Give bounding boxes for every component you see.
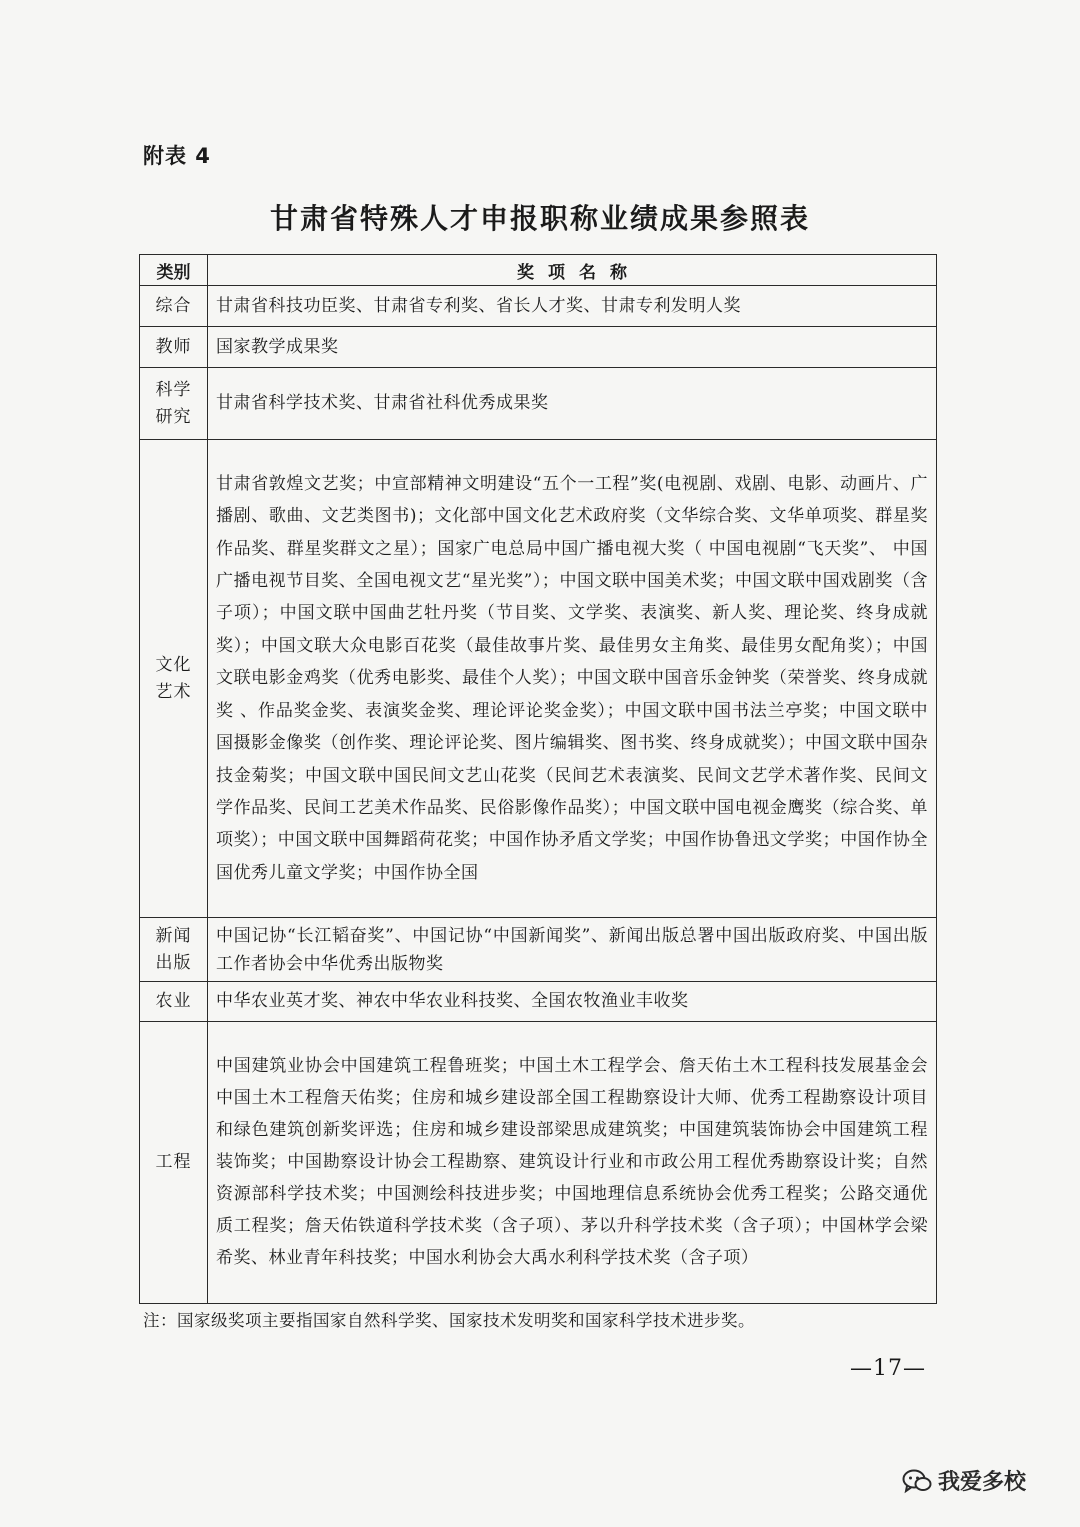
appendix-label: 附表 4 xyxy=(143,144,211,168)
awards-cell: 甘肃省科学技术奖、甘肃省社科优秀成果奖 xyxy=(208,368,937,440)
category-cell: 综合 xyxy=(140,286,208,327)
awards-cell: 中国记协“长江韬奋奖”、中国记协“中国新闻奖”、新闻出版总署中国出版政府奖、中国出版工作者协会中华优秀出版物奖 xyxy=(208,918,937,982)
watermark xyxy=(902,1465,1026,1496)
category-cell: 教师 xyxy=(140,327,208,368)
category-cell: 文化艺术 xyxy=(140,440,208,918)
table-row xyxy=(140,918,937,982)
table-row xyxy=(140,982,937,1022)
table-header-row xyxy=(140,255,937,286)
category-cell: 农业 xyxy=(140,982,208,1022)
table-row xyxy=(140,327,937,368)
table-row xyxy=(140,440,937,918)
table-row xyxy=(140,368,937,440)
category-cell: 新闻出版 xyxy=(140,918,208,982)
awards-table xyxy=(139,254,937,1304)
awards-cell: 中华农业英才奖、神农中华农业科技奖、全国农牧渔业丰收奖 xyxy=(208,982,937,1022)
table-row xyxy=(140,1021,937,1303)
header-award-name: 奖项名称 xyxy=(208,255,937,286)
awards-cell: 中国建筑业协会中国建筑工程鲁班奖；中国土木工程学会、詹天佑土木工程科技发展基金会中国土木工程詹天佑奖；住房和城乡建设部全国工程勘察设计大师、优秀工程勘察设计项目和绿色建筑创新奖评选；住房和城乡建设部梁思成建筑奖；中国建筑装饰协会中国建筑工程装饰奖；中国勘察设计协会工程勘察、建筑设计行业和市政公用工程优秀勘察设计奖；自然资源部科学技术奖；中国测绘科技进步奖；中国地理信息系统协会优秀工程奖；公路交通优质工程奖；詹天佑铁道科学技术奖（含子项）、茅以升科学技术奖（含子项）；中国林学会梁希奖、林业青年科技奖；中国水利协会大禹水利科学技术奖（含子项） xyxy=(208,1021,937,1303)
awards-cell: 国家教学成果奖 xyxy=(208,327,937,368)
wechat-icon xyxy=(902,1468,932,1494)
watermark-text: 我爱多校 xyxy=(938,1470,1027,1495)
awards-cell: 甘肃省科技功臣奖、甘肃省专利奖、省长人才奖、甘肃专利发明人奖 xyxy=(208,286,937,327)
category-cell: 工程 xyxy=(140,1021,208,1303)
awards-cell: 甘肃省敦煌文艺奖；中宣部精神文明建设“五个一工程”奖(电视剧、戏剧、电影、动画片、广播剧、歌曲、文艺类图书)；文化部中国文化艺术政府奖（文华综合奖、文华单项奖、群星奖作品奖、群星奖群文之星）；国家广电总局中国广播电视大奖（ 中国电视剧“飞天奖”、 中国广播电视节目奖、全国电视文艺“星光奖”）；中国文联中国美术奖；中国文联中国戏剧奖（含子项）；中国文联中国曲艺牡丹奖（节目奖、文学奖、表演奖、新人奖、理论奖、终身成就奖）；中国文联大众电影百花奖（最佳故事片奖、最佳男女主角奖、最佳男女配角奖）；中国文联电影金鸡奖（优秀电影奖、最佳个人奖）；中国文联中国音乐金钟奖（荣誉奖、终身成就奖 、作品奖金奖、表演奖金奖、理论评论奖金奖）；中国文联中国书法兰亭奖；中国文联中国摄影金像奖（创作奖、理论评论奖、图片编辑奖、图书奖、终身成就奖）；中国文联中国杂技金菊奖；中国文联中国民间文艺山花奖（民间艺术表演奖、民间文艺学术著作奖、民间文学作品奖、民间工艺美术作品奖、民俗影像作品奖）；中国文联中国电视金鹰奖（综合奖、单项奖）；中国文联中国舞蹈荷花奖；中国作协矛盾文学奖；中国作协鲁迅文学奖；中国作协全国优秀儿童文学奖；中国作协全国 xyxy=(208,440,937,918)
header-category: 类别 xyxy=(140,255,208,286)
page-title: 甘肃省特殊人才申报职称业绩成果参照表 xyxy=(269,202,810,235)
page-number: —17— xyxy=(850,1356,926,1381)
category-cell: 科学研究 xyxy=(140,368,208,440)
footnote: 注：国家级奖项主要指国家自然科学奖、国家技术发明奖和国家科学技术进步奖。 xyxy=(143,1311,755,1330)
table-row xyxy=(140,286,937,327)
